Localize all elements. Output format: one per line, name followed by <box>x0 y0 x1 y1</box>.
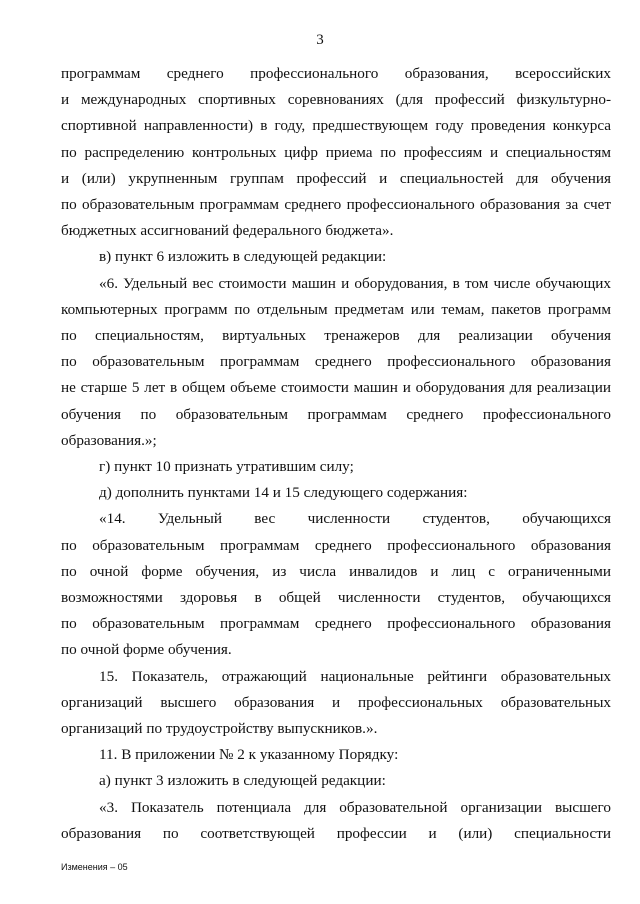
paragraph <box>61 506 611 663</box>
text-line: бюджетных ассигнований федерального бюджета». <box>61 222 394 240</box>
text-line: не старше 5 лет в общем объеме стоимости машин и оборудования для реализации <box>61 379 611 397</box>
text-line: образования по соответствующей профессии и (или) специальности <box>61 824 611 842</box>
text-line: компьютерных программ по отдельным предметам или темам, пакетов программ <box>61 300 611 318</box>
text-line: образования.»; <box>61 431 157 449</box>
text-line: по образовательным программам среднего профессионального образования <box>61 615 611 633</box>
page-number: 3 <box>316 32 324 48</box>
footer-note: Изменения – 05 <box>61 862 128 872</box>
text-line: а) пункт 3 изложить в следующей редакции: <box>99 772 386 790</box>
paragraph <box>61 244 611 270</box>
text-line: по образовательным программам среднего профессионального образования <box>61 353 611 371</box>
text-line: организаций по трудоустройству выпускников.». <box>61 720 378 738</box>
text-line: по распределению контрольных цифр приема по профессиям и специальностям <box>61 143 611 161</box>
text-line: «3. Показатель потенциала для образовательной организации высшего <box>99 798 611 816</box>
text-line: и (или) укрупненным группам профессий и специальностей для обучения <box>61 169 611 187</box>
text-line: спортивной направленности) в году, предшествующем году проведения конкурса <box>61 117 611 135</box>
text-line: организаций высшего образования и профессиональных образовательных <box>61 693 611 711</box>
paragraph <box>61 664 611 743</box>
text-line: г) пункт 10 признать утратившим силу; <box>99 458 354 476</box>
text-line: и международных спортивных соревнованиях (для профессий физкультурно- <box>61 91 611 109</box>
text-line: по образовательным программам среднего профессионального образования за счет <box>61 196 611 214</box>
text-line: по специальностям, виртуальных тренажеров для реализации обучения <box>61 327 611 345</box>
text-line: обучения по образовательным программам среднего профессионального <box>61 405 611 423</box>
paragraph <box>61 795 611 847</box>
text-line: возможностями здоровья в общей численности студентов, обучающихся <box>61 589 611 607</box>
text-line: «14. Удельный вес численности студентов, обучающихся <box>99 510 611 528</box>
paragraph <box>61 271 611 454</box>
paragraph <box>61 742 611 768</box>
text-line: по очной форме обучения, из числа инвалидов и лиц с ограниченными <box>61 562 611 580</box>
text-line: программам среднего профессионального образования, всероссийских <box>61 65 611 82</box>
paragraph <box>61 454 611 480</box>
paragraph <box>61 480 611 506</box>
paragraph <box>61 768 611 794</box>
text-line: «6. Удельный вес стоимости машин и оборудования, в том числе обучающих <box>99 274 611 292</box>
text-line: 11. В приложении № 2 к указанному Порядку: <box>99 746 399 764</box>
text-line: по образовательным программам среднего профессионального образования <box>61 536 611 554</box>
text-line: д) дополнить пунктами 14 и 15 следующего содержания: <box>99 484 468 502</box>
paragraph <box>61 61 611 244</box>
text-line: по очной форме обучения. <box>61 641 232 659</box>
text-line: 15. Показатель, отражающий национальные рейтинги образовательных <box>99 667 611 685</box>
text-line: в) пункт 6 изложить в следующей редакции: <box>99 248 387 266</box>
document-body <box>61 61 611 847</box>
